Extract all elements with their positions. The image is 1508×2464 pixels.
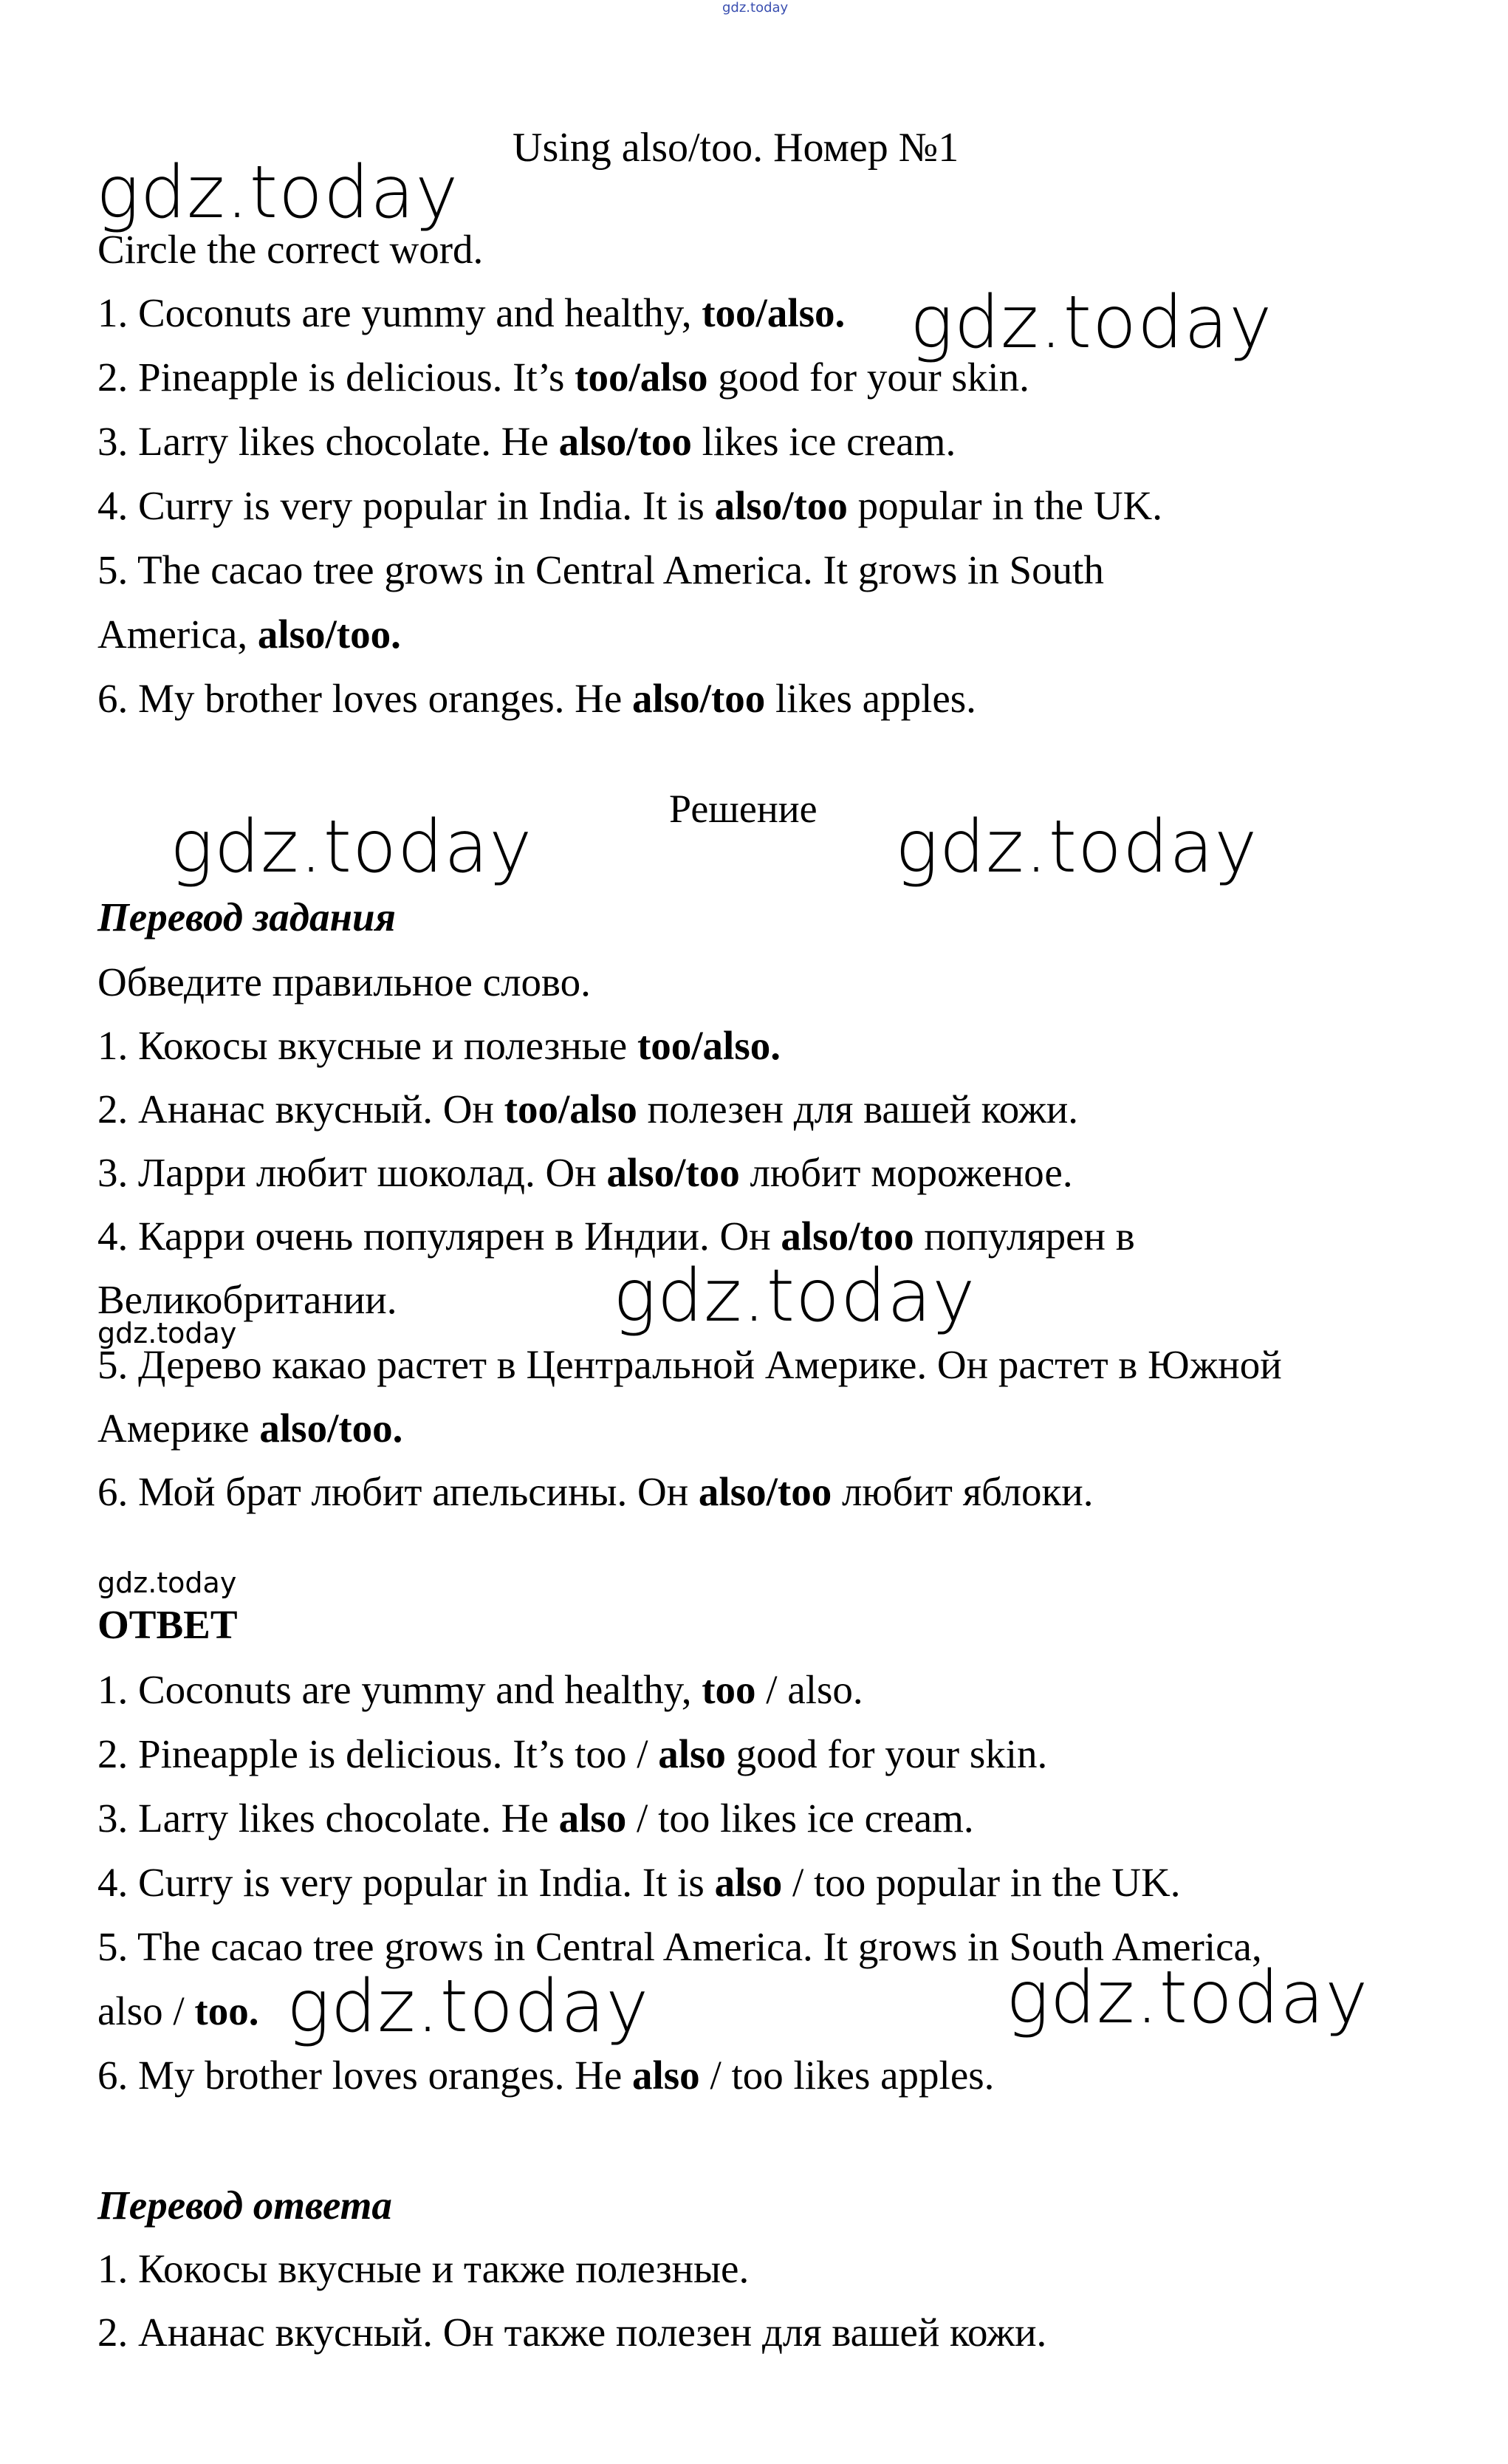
watermark-small: gdz.today [97,1567,237,1599]
answer-item: 4. Curry is very popular in India. It is also / too popular in the UK. [97,1860,1181,1905]
watermark-tiny: gdz.today [722,0,789,16]
translation-item: 5. Дерево какао растет в Центральной Америке. Он растет в Южной [97,1342,1282,1387]
answer-item: also / too. [97,1988,259,2033]
answer-item: 1. Coconuts are yummy and healthy, too / also. [97,1667,863,1712]
task-item: America, also/too. [97,612,401,657]
task-item: 3. Larry likes chocolate. He also/too likes ice cream. [97,419,956,464]
task-item: 4. Curry is very popular in India. It is also/too popular in the UK. [97,483,1163,528]
task-instruction: Circle the correct word. [97,227,484,272]
task-item: 5. The cacao tree grows in Central America. It grows in South [97,547,1104,592]
translation-instruction: Обведите правильное слово. [97,959,591,1005]
answer-translation-item: 2. Ананас вкусный. Он также полезен для вашей кожи. [97,2310,1047,2355]
task-item: 6. My brother loves oranges. He also/too likes apples. [97,676,976,721]
watermark: gdz.today [170,805,533,889]
translation-item: 1. Кокосы вкусные и полезные too/also. [97,1023,781,1068]
watermark: gdz.today [96,151,459,235]
task-item: 1. Coconuts are yummy and healthy, too/also. [97,290,846,335]
answer-item: 2. Pineapple is delicious. It’s too / also good for your skin. [97,1731,1048,1776]
translation-item: 4. Карри очень популярен в Индии. Он also/too популярен в [97,1214,1135,1259]
translation-item: 2. Ананас вкусный. Он too/also полезен для вашей кожи. [97,1086,1079,1132]
page-title: Using also/too. Номер №1 [513,125,959,171]
watermark: gdz.today [613,1254,976,1338]
translation-item: 3. Ларри любит шоколад. Он also/too любит мороженое. [97,1150,1073,1195]
answer-translation-item: 1. Кокосы вкусные и также полезные. [97,2246,750,2291]
translation-item: Великобритании. [97,1277,397,1322]
answer-heading: ОТВЕТ [97,1602,238,1647]
answer-item: 3. Larry likes chocolate. He also / too likes ice cream. [97,1796,974,1841]
watermark-small: gdz.today [97,1317,237,1349]
translation-item: 6. Мой брат любит апельсины. Он also/too любит яблоки. [97,1469,1094,1514]
answer-item: 5. The cacao tree grows in Central America. It grows in South America, [97,1924,1262,1969]
watermark: gdz.today [287,1965,650,2049]
task-item: 2. Pineapple is delicious. It’s too/also good for your skin. [97,355,1029,400]
translation-heading: Перевод задания [97,894,396,940]
answer-translation-heading: Перевод ответа [97,2183,392,2228]
watermark: gdz.today [1006,1956,1369,2040]
watermark: gdz.today [910,281,1273,365]
solution-label: Решение [669,787,818,831]
translation-item: Америке also/too. [97,1406,403,1451]
answer-item: 6. My brother loves oranges. He also / too likes apples. [97,2053,995,2098]
watermark: gdz.today [895,805,1258,889]
